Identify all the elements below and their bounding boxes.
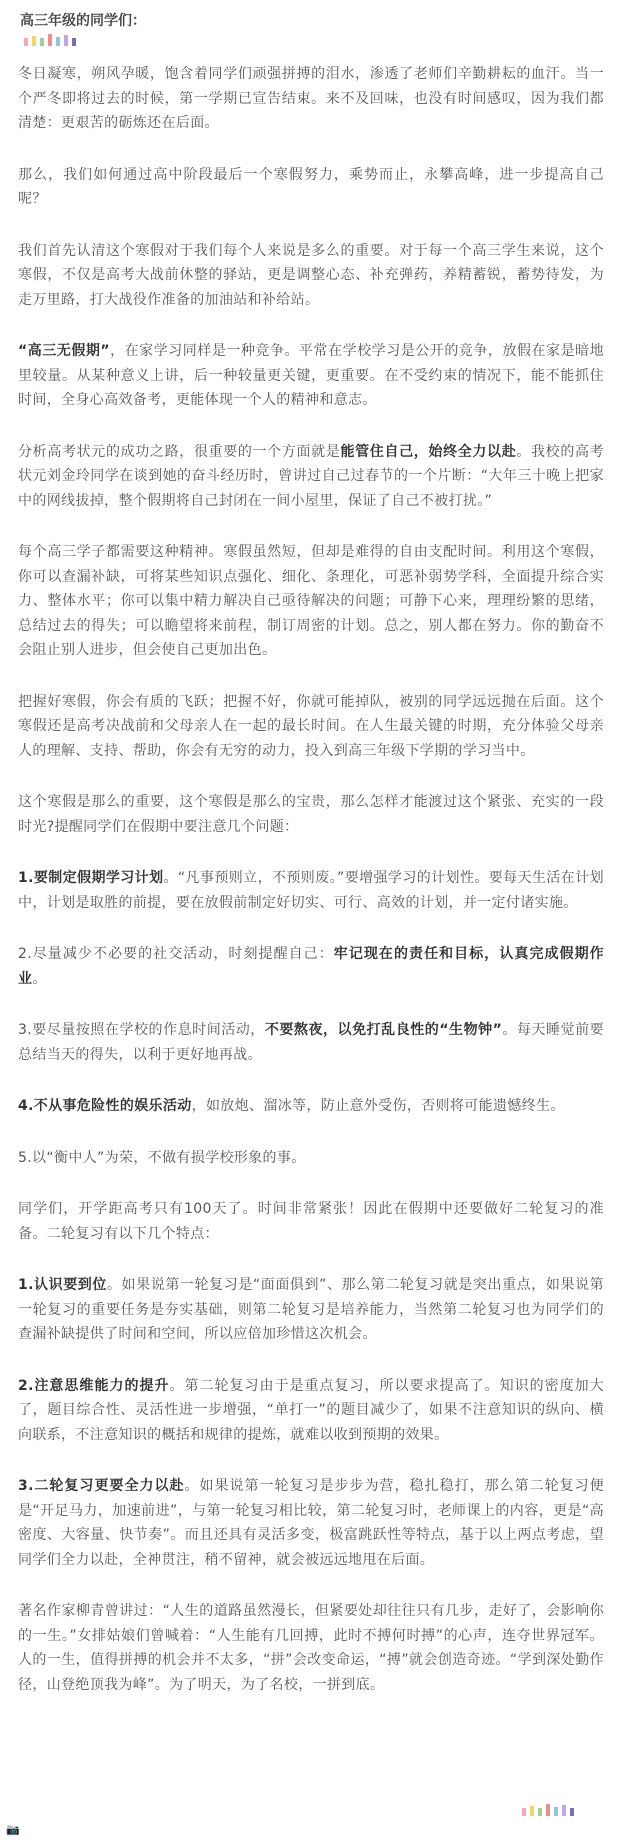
paragraph-review-2 bbox=[18, 1374, 604, 1448]
paragraph-importance: 我们首先认清这个寒假对于我们每个人来说是多么的重要。对于每一个高三学生来说，这个寒假，不仅是高考大战前休整的驿站，更是调整心态、补充弹药，养精蓄锐，蓄势待发，为走万里路，打大战役作准备的加油站和补给站。 bbox=[18, 242, 604, 308]
emphasis-text: 4.不从事危险性的娱乐活动 bbox=[18, 1098, 192, 1114]
paragraph-review-3 bbox=[18, 1474, 604, 1572]
paragraph-review-1 bbox=[18, 1273, 604, 1347]
emphasis-text: 牢记现在的责任和目标，认真完成假期作业 bbox=[18, 946, 604, 987]
footer bbox=[0, 1794, 622, 1846]
paragraph-tip-2 bbox=[18, 942, 604, 991]
paragraph-question: 那么，我们如何通过高中阶段最后一个寒假努力，乘势而止，永攀高峰，进一步提高自己呢？ bbox=[18, 166, 604, 207]
decorative-color-bars-bottom bbox=[522, 1804, 592, 1818]
body-text: 。“凡事预则立，不预则废。”要增强学习的计划性。要每天生活在计划中，计划是取胜的前提，要在放假前制定好切实、可行、高效的计划，并一定付诸实施。 bbox=[18, 870, 604, 911]
paragraph-tip-5: 5.以“衡中人”为荣，不做有损学校形象的事。 bbox=[18, 1149, 306, 1166]
paragraph-grasp-holiday: 把握好寒假，你会有质的飞跃；把握不好，你就可能掉队，被别的同学远远抛在后面。这个寒假还是高考决战前和父母亲人在一起的最长时间。在人生最关键的时期，充分体验父母亲人的理解、支持、帮助，你会有无穷的动力，投入到高三年级下学期的学习当中。 bbox=[18, 693, 604, 759]
emphasis-text: 1.要制定假期学习计划 bbox=[18, 870, 164, 886]
emphasis-text: 2.注意思维能力的提升 bbox=[18, 1377, 170, 1394]
paragraph-issues-intro: 这个寒假是那么的重要，这个寒假是那么的宝贵，那么怎样才能渡过这个紧张、充实的一段时光?提醒同学们在假期中要注意几个问题： bbox=[18, 794, 604, 835]
paragraph-review-intro: 同学们，开学距高考只有100天了。时间非常紧张！因此在假期中还要做好二轮复习的准备。二轮复习有以下几个特点： bbox=[18, 1201, 604, 1242]
body-text: 分析高考状元的成功之路，很重要的一个方面就是 bbox=[18, 443, 341, 460]
body-text: ，在家学习同样是一种竞争。平常在学校学习是公开的竞争，放假在家是暗地里较量。从某种意义上讲，后一种较量更关键，更重要。在不受约束的情况下，能不能抓住时间，全身心高效备考，更能体现一个人的精神和意志。 bbox=[18, 343, 604, 408]
emphasis-text: “高三无假期” bbox=[18, 343, 110, 359]
body-text: 。 bbox=[32, 970, 47, 987]
body-text: 2.尽量减少不必要的社交活动，时刻提醒自己： bbox=[18, 946, 334, 962]
paragraph-closing: 著名作家柳青曾讲过：“人生的道路虽然漫长，但紧要处却往往只有几步，走好了，会影响你的一生。”女排姑娘们曾喊着：“人生能有几回搏，此时不搏何时搏”的心声，连夺世界冠军。人的一生，值得拼搏的机会并不太多，“拼”会改变命运，“搏”就会创造奇迹。“学到深处勤作径，山登绝顶我为峰”。为了明天，为了名校，一拼到底。 bbox=[18, 1603, 604, 1693]
greeting-heading: 高三年级的同学们： bbox=[20, 13, 146, 29]
body-text: 。我校的高考状元刘金玲同学在谈到她的奋斗经历时，曾讲过自己过春节的一个片断：“大年三十晚上把家中的网线拔掉，整个假期将自己封闭在一间小屋里，保证了自己不被打扰。” bbox=[18, 443, 604, 509]
emphasis-text: 3.二轮复习更要全力以赴 bbox=[18, 1478, 185, 1494]
body-text: 。如果说第一轮复习是步步为营，稳扎稳打，那么第二轮复习便是“开足马力，加速前进”，与第一轮复习相比较，第二轮复习时，老师课上的内容，更是“高密度、大容量、快节奏”。而且还具有灵活多变，极富跳跃性等特点，基于以上两点考虑，望同学们全力以赴，全神贯注，稍不留神，就会被远远地甩在后面。 bbox=[18, 1478, 604, 1568]
paragraph-top-scorer bbox=[18, 440, 604, 514]
body-text: 。每天睡觉前要总结当天的得失，以利于更好地再战。 bbox=[18, 1022, 604, 1063]
decorative-color-bars bbox=[24, 34, 604, 48]
watermark-icon: 📷 bbox=[6, 1823, 20, 1836]
emphasis-text: 不要熬夜，以免打乱良性的“生物钟” bbox=[264, 1022, 503, 1038]
emphasis-text: 能管住自己，始终全力以赴 bbox=[340, 443, 517, 460]
body-text: ，如放炮、溜冰等，防止意外受伤，否则将可能遗憾终生。 bbox=[191, 1098, 565, 1114]
paragraph-tip-4 bbox=[18, 1094, 604, 1119]
body-text: 。第二轮复习由于是重点复习，所以要求提高了。知识的密度加大了，题目综合性、灵活性进一步增强，“单打一”的题目减少了，如果不注意知识的纵向、横向联系，不注意知识的概括和规律的提炼，就难以收到预期的效果。 bbox=[18, 1377, 604, 1443]
paragraph-tip-3 bbox=[18, 1018, 604, 1067]
emphasis-text: 1.认识要到位 bbox=[18, 1277, 107, 1293]
paragraph-spirit: 每个高三学子都需要这种精神。寒假虽然短，但却是难得的自由支配时间。利用这个寒假，你可以查漏补缺，可将某些知识点强化、细化、条理化，可恶补弱势学科，全面提升综合实力、整体水平；你可以集中精力解决自己亟待解决的问题；可静下心来，理理纷繁的思绪，总结过去的得失；可以瞻望将来前程，制订周密的计划。总之，别人都在努力。你的勤奋不会阻止别人进步，但会使自己更加出色。 bbox=[18, 544, 604, 658]
paragraph-no-holiday bbox=[18, 339, 604, 413]
paragraph-intro: 冬日凝寒，朔风孕暖，饱含着同学们顽强拼搏的泪水，渗透了老师们辛勤耕耘的血汗。当一个严冬即将过去的时候，第一学期已宣告结束。来不及回味，也没有时间感叹，因为我们都清楚：更艰苦的砺炼还在后面。 bbox=[18, 66, 604, 131]
paragraph-tip-1 bbox=[18, 866, 604, 915]
watermark bbox=[6, 1823, 20, 1836]
body-text: 。如果说第一轮复习是“面面俱到”、那么第二轮复习就是突出重点，如果说第一轮复习的重要任务是夯实基础，则第二轮复习是培养能力，当然第二轮复习也为同学们的查漏补缺提供了时间和空间，所以应倍加珍惜这次机会。 bbox=[18, 1277, 604, 1342]
body-text: 3.要尽量按照在学校的作息时间活动， bbox=[18, 1022, 265, 1038]
